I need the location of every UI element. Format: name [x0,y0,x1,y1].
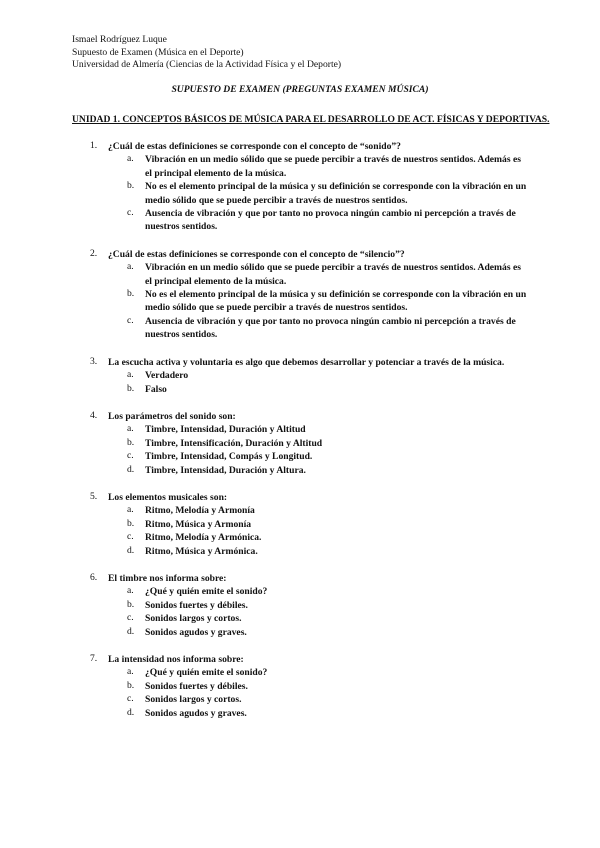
option-text: Ritmo, Melodía y Armonía [145,505,255,517]
answer-option [0,261,600,288]
option-text: ¿Qué y quién emite el sonido? [145,586,268,598]
option-letter: b. [127,436,135,448]
option-letter: a. [127,666,134,678]
option-text: Sonidos largos y cortos. [145,694,242,706]
option-text: Ritmo, Música y Armónica. [145,545,258,557]
answer-option [0,531,600,544]
question-number: 5. [90,490,98,502]
question-number: 1. [90,140,98,151]
option-text: ¿Qué y quién emite el sonido? [145,667,268,679]
option-text: No es el elemento principal de la música y su definición se corresponde con la vibración en un medio sólido que se puede percibir a través de nuestros sentidos. [145,181,527,206]
answer-option [0,383,600,396]
answer-option [0,464,600,477]
option-letter: d. [127,625,135,637]
question-text: La intensidad nos informa sobre: [108,654,244,665]
answer-option [0,288,600,315]
option-text: Verdadero [145,370,189,382]
question-item [0,653,600,720]
answer-option [0,518,600,531]
option-text: Falso [145,383,167,395]
option-letter: a. [127,369,134,381]
answer-option [0,545,600,558]
exam-subject: Supuesto de Examen (Música en el Deporte) [72,46,244,58]
answer-option [0,612,600,625]
answer-option [0,153,600,180]
option-text: Timbre, Intensidad, Duración y Altura. [145,464,306,476]
question-item [0,248,600,342]
option-text: Ritmo, Melodía y Armónica. [145,532,262,544]
answer-option [0,207,600,234]
answer-option [0,423,600,436]
option-text: Ritmo, Música y Armonía [145,518,252,530]
option-letter: c. [127,531,134,543]
option-letter: a. [127,585,134,597]
option-text: Ausencia de vibración y que por tanto no provoca ningún cambio ni percepción a través de nuestros sentidos. [145,315,516,341]
option-text: Ausencia de vibración y que por tanto no provoca ningún cambio ni percepción a través de nuestros sentidos. [145,208,516,233]
option-text: Timbre, Intensidad, Compás y Longitud. [145,451,313,463]
question-number: 3. [90,355,98,367]
option-letter: d. [127,544,135,556]
question-list [0,140,600,734]
option-letter: c. [127,314,134,326]
answer-option [0,450,600,463]
option-letter: b. [127,288,135,300]
option-text: Timbre, Intensificación, Duración y Altitud [145,437,323,449]
option-text: Vibración en un medio sólido que se puede percibir a través de nuestros sentidos. Además es el principal elemento de la música. [145,154,521,179]
question-text: ¿Cuál de estas definiciones se corresponde con el concepto de “sonido”? [108,141,401,152]
option-letter: b. [127,598,135,610]
question-text: El timbre nos informa sobre: [108,572,227,584]
option-text: Sonidos agudos y graves. [145,707,247,719]
question-item [0,491,600,558]
option-letter: a. [127,261,134,273]
question-number: 7. [90,653,98,664]
answer-option [0,369,600,382]
question-item [0,140,600,234]
question-text: ¿Cuál de estas definiciones se corresponde con el concepto de “silencio”? [108,248,405,260]
option-text: Sonidos largos y cortos. [145,613,242,625]
option-letter: c. [127,612,134,624]
option-letter: d. [127,706,135,718]
answer-option [0,599,600,612]
answer-option [0,504,600,517]
answer-option [0,437,600,450]
question-text: La escucha activa y voluntaria es algo que debemos desarrollar y potenciar a través de la música. [108,356,505,368]
option-letter: c. [127,693,134,705]
answer-option [0,707,600,720]
answer-option [0,315,600,342]
option-letter: a. [127,504,134,516]
answer-option [0,585,600,598]
question-item [0,356,600,396]
option-text: Timbre, Intensidad, Duración y Altitud [145,424,306,436]
option-letter: a. [127,423,134,435]
option-letter: d. [127,463,135,475]
option-letter: b. [127,180,135,192]
question-text: Los parámetros del sonido son: [108,410,236,422]
answer-option [0,626,600,639]
option-letter: c. [127,207,134,219]
question-text: Los elementos musicales son: [108,491,228,503]
answer-option [0,180,600,207]
option-text: Sonidos fuertes y débiles. [145,680,248,692]
question-item [0,572,600,639]
option-text: Vibración en un medio sólido que se puede percibir a través de nuestros sentidos. Además es el principal elemento de la música. [145,262,521,287]
option-letter: b. [127,517,135,529]
option-letter: b. [127,679,135,691]
option-letter: a. [127,153,134,165]
question-item [0,410,600,477]
question-number: 6. [90,571,98,583]
question-number: 2. [90,247,98,259]
option-letter: c. [127,450,134,462]
unit-heading: UNIDAD 1. CONCEPTOS BÁSICOS DE MÚSICA PARA EL DESARROLLO DE ACT. FÍSICAS Y DEPORTIVAS. [72,114,550,125]
document-header [72,34,341,72]
answer-option [0,693,600,706]
answer-option [0,666,600,679]
question-number: 4. [90,409,98,421]
author-name: Ismael Rodríguez Luque [72,34,167,45]
option-text: No es el elemento principal de la música y su definición se corresponde con la vibración en un medio sólido que se puede percibir a través de nuestros sentidos. [145,289,527,314]
option-letter: b. [127,382,135,394]
university-name: Universidad de Almería (Ciencias de la Actividad Física y el Deporte) [72,59,342,70]
option-text: Sonidos fuertes y débiles. [145,599,248,611]
answer-option [0,680,600,693]
option-text: Sonidos agudos y graves. [145,626,247,638]
document-title: SUPUESTO DE EXAMEN (PREGUNTAS EXAMEN MÚSICA) [171,84,429,95]
